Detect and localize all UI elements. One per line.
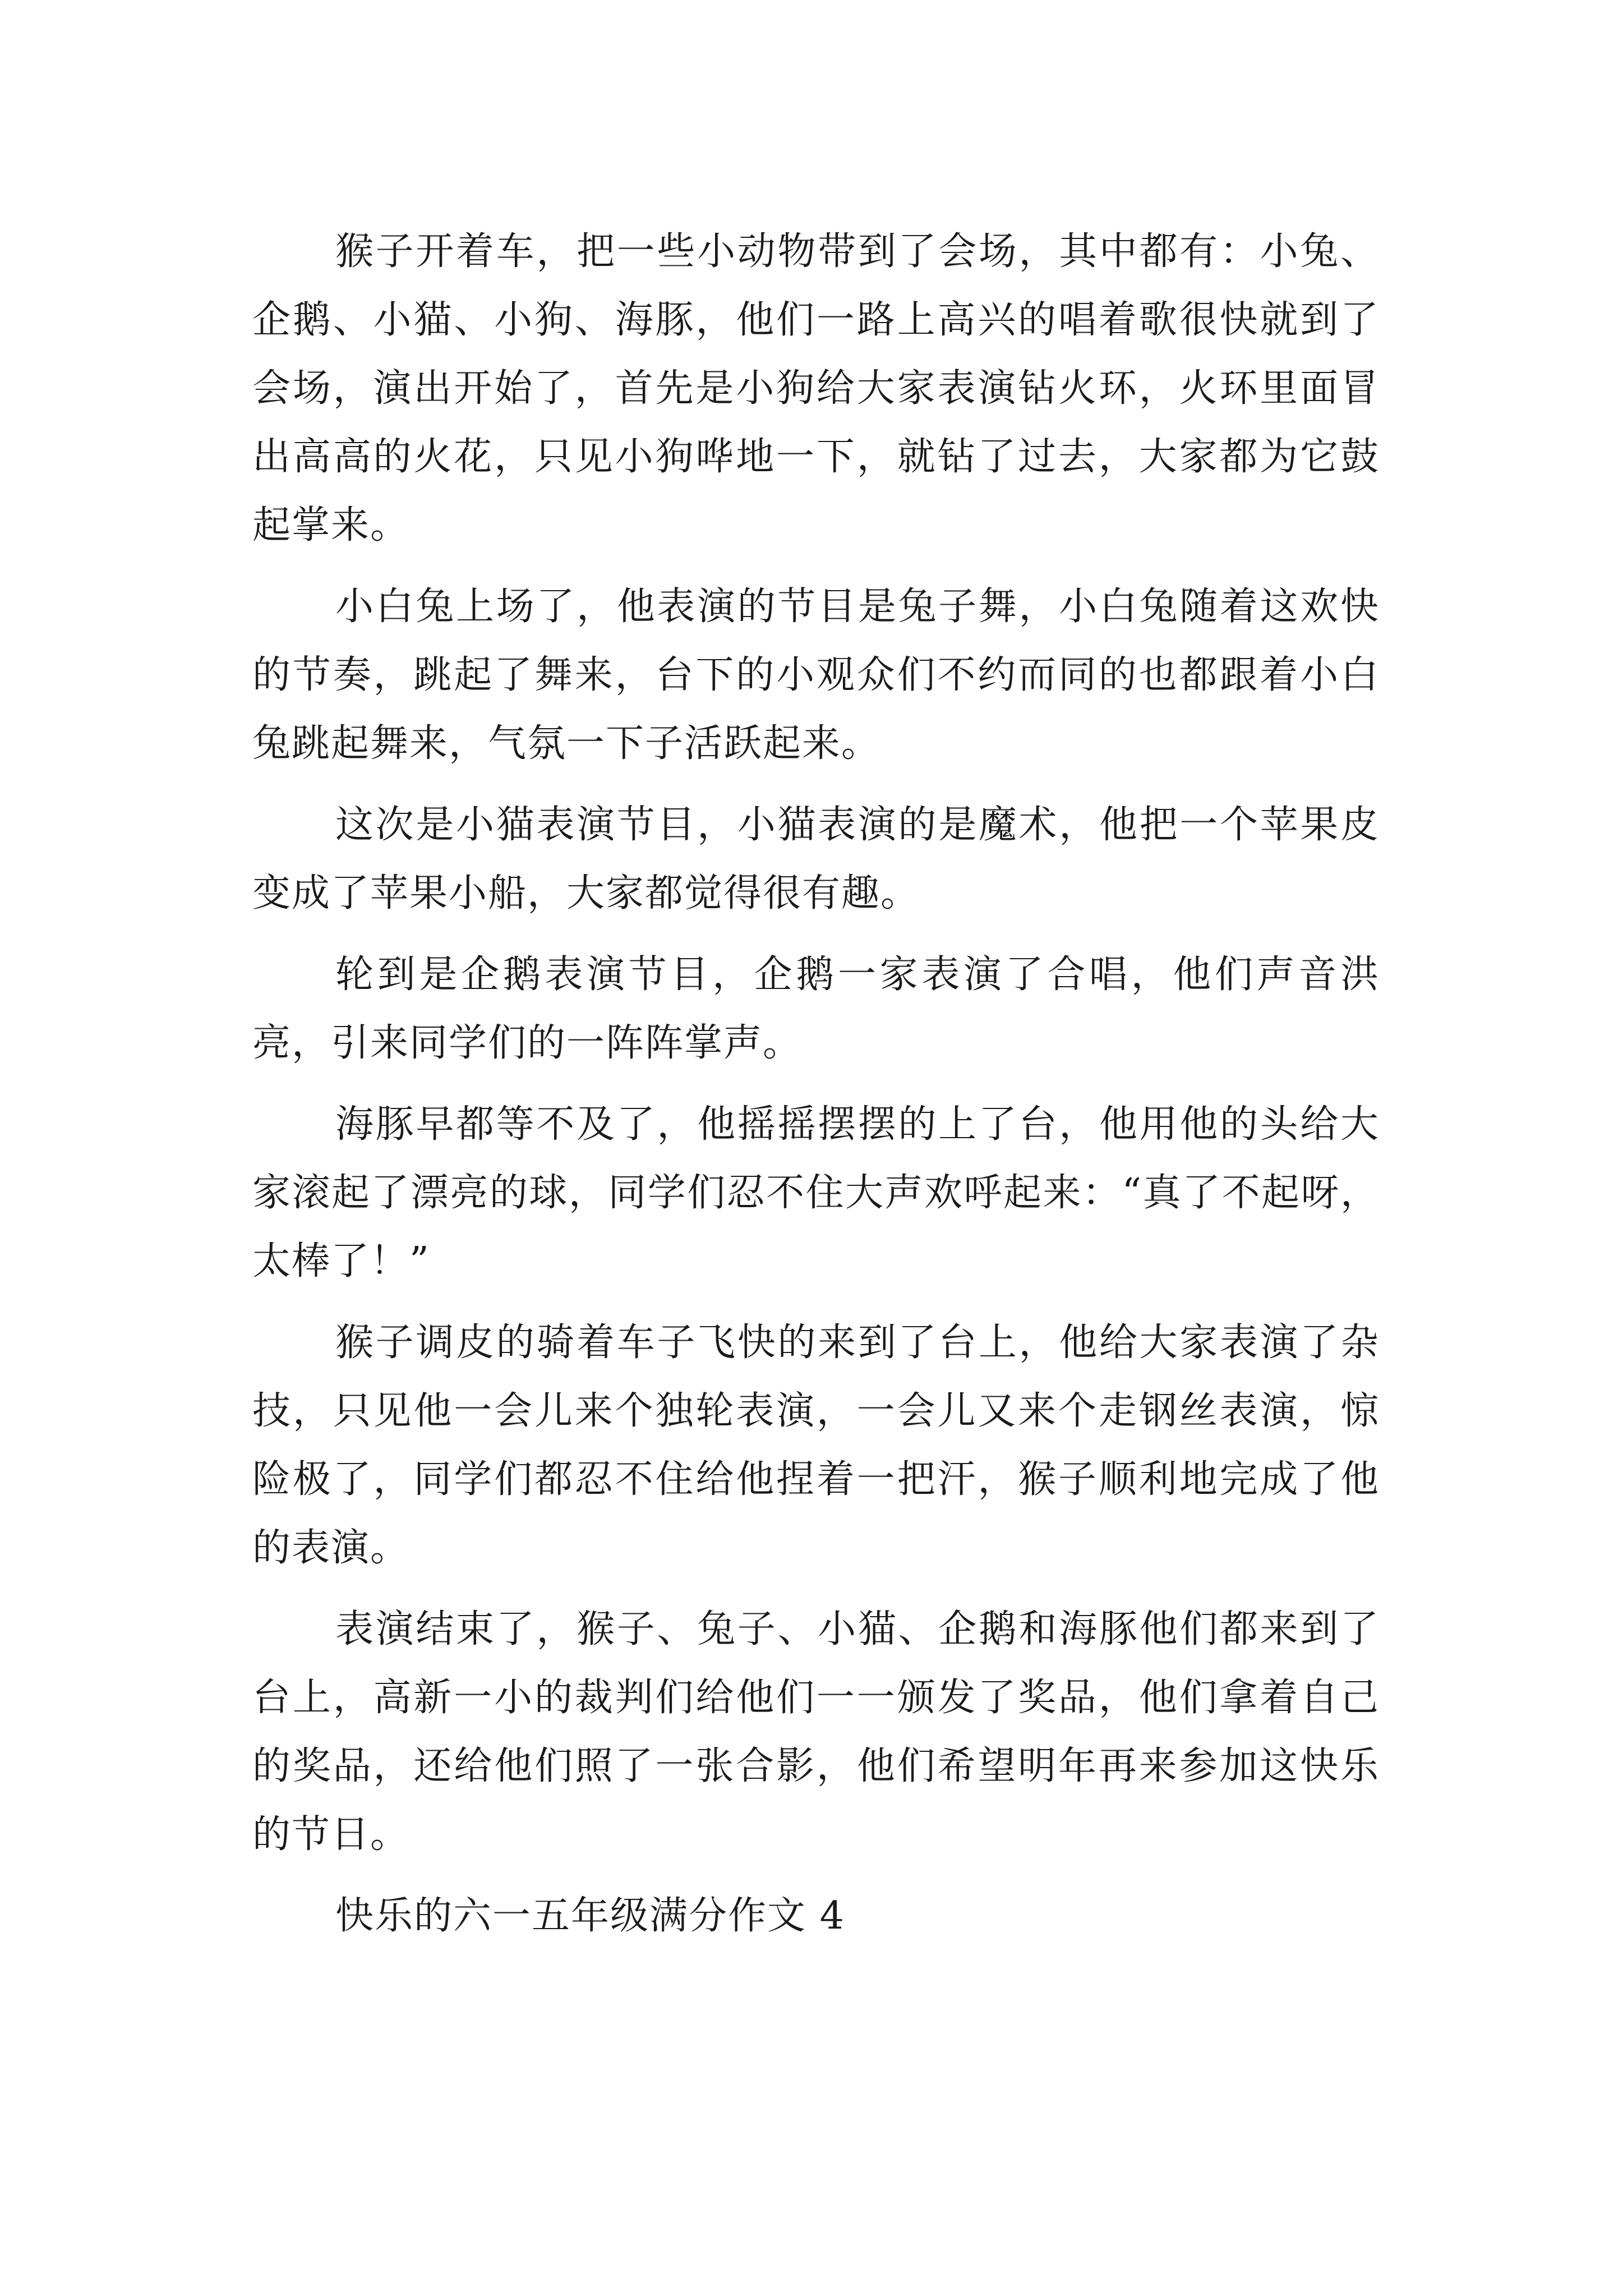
document-body xyxy=(252,218,1380,1963)
paragraph-4: 轮到是企鹅表演节目，企鹅一家表演了合唱，他们声音洪亮，引来同学们的一阵阵掌声。 xyxy=(252,953,1380,1065)
paragraph-5: 海豚早都等不及了，他摇摇摆摆的上了台，他用他的头给大家滚起了漂亮的球，同学们忍不住大声欢呼起来：“真了不起呀，太棒了！” xyxy=(252,1102,1380,1283)
paragraph-2: 小白兔上场了，他表演的节目是兔子舞，小白兔随着这欢快的节奏，跳起了舞来，台下的小观众们不约而同的也都跟着小白兔跳起舞来，气氛一下子活跃起来。 xyxy=(252,585,1380,766)
paragraph-1: 猴子开着车，把一些小动物带到了会场，其中都有：小兔、企鹅、小猫、小狗、海豚，他们一路上高兴的唱着歌很快就到了会场，演出开始了，首先是小狗给大家表演钻火环，火环里面冒出高高的火花，只见小狗哗地一下，就钻了过去，大家都为它鼓起掌来。 xyxy=(252,229,1380,547)
paragraph-7: 表演结束了，猴子、兔子、小猫、企鹅和海豚他们都来到了台上，高新一小的裁判们给他们一一颁发了奖品，他们拿着自己的奖品，还给他们照了一张合影，他们希望明年再来参加这快乐的节日。 xyxy=(252,1607,1380,1857)
paragraph-6: 猴子调皮的骑着车子飞快的来到了台上，他给大家表演了杂技，只见他一会儿来个独轮表演，一会儿又来个走钢丝表演，惊险极了，同学们都忍不住给他捏着一把汗，猴子顺利地完成了他的表演。 xyxy=(252,1320,1380,1570)
next-essay-title: 快乐的六一五年级满分作文 4 xyxy=(335,1894,845,1938)
paragraph-3: 这次是小猫表演节目，小猫表演的是魔术，他把一个苹果皮变成了苹果小船，大家都觉得很有趣。 xyxy=(252,803,1380,915)
